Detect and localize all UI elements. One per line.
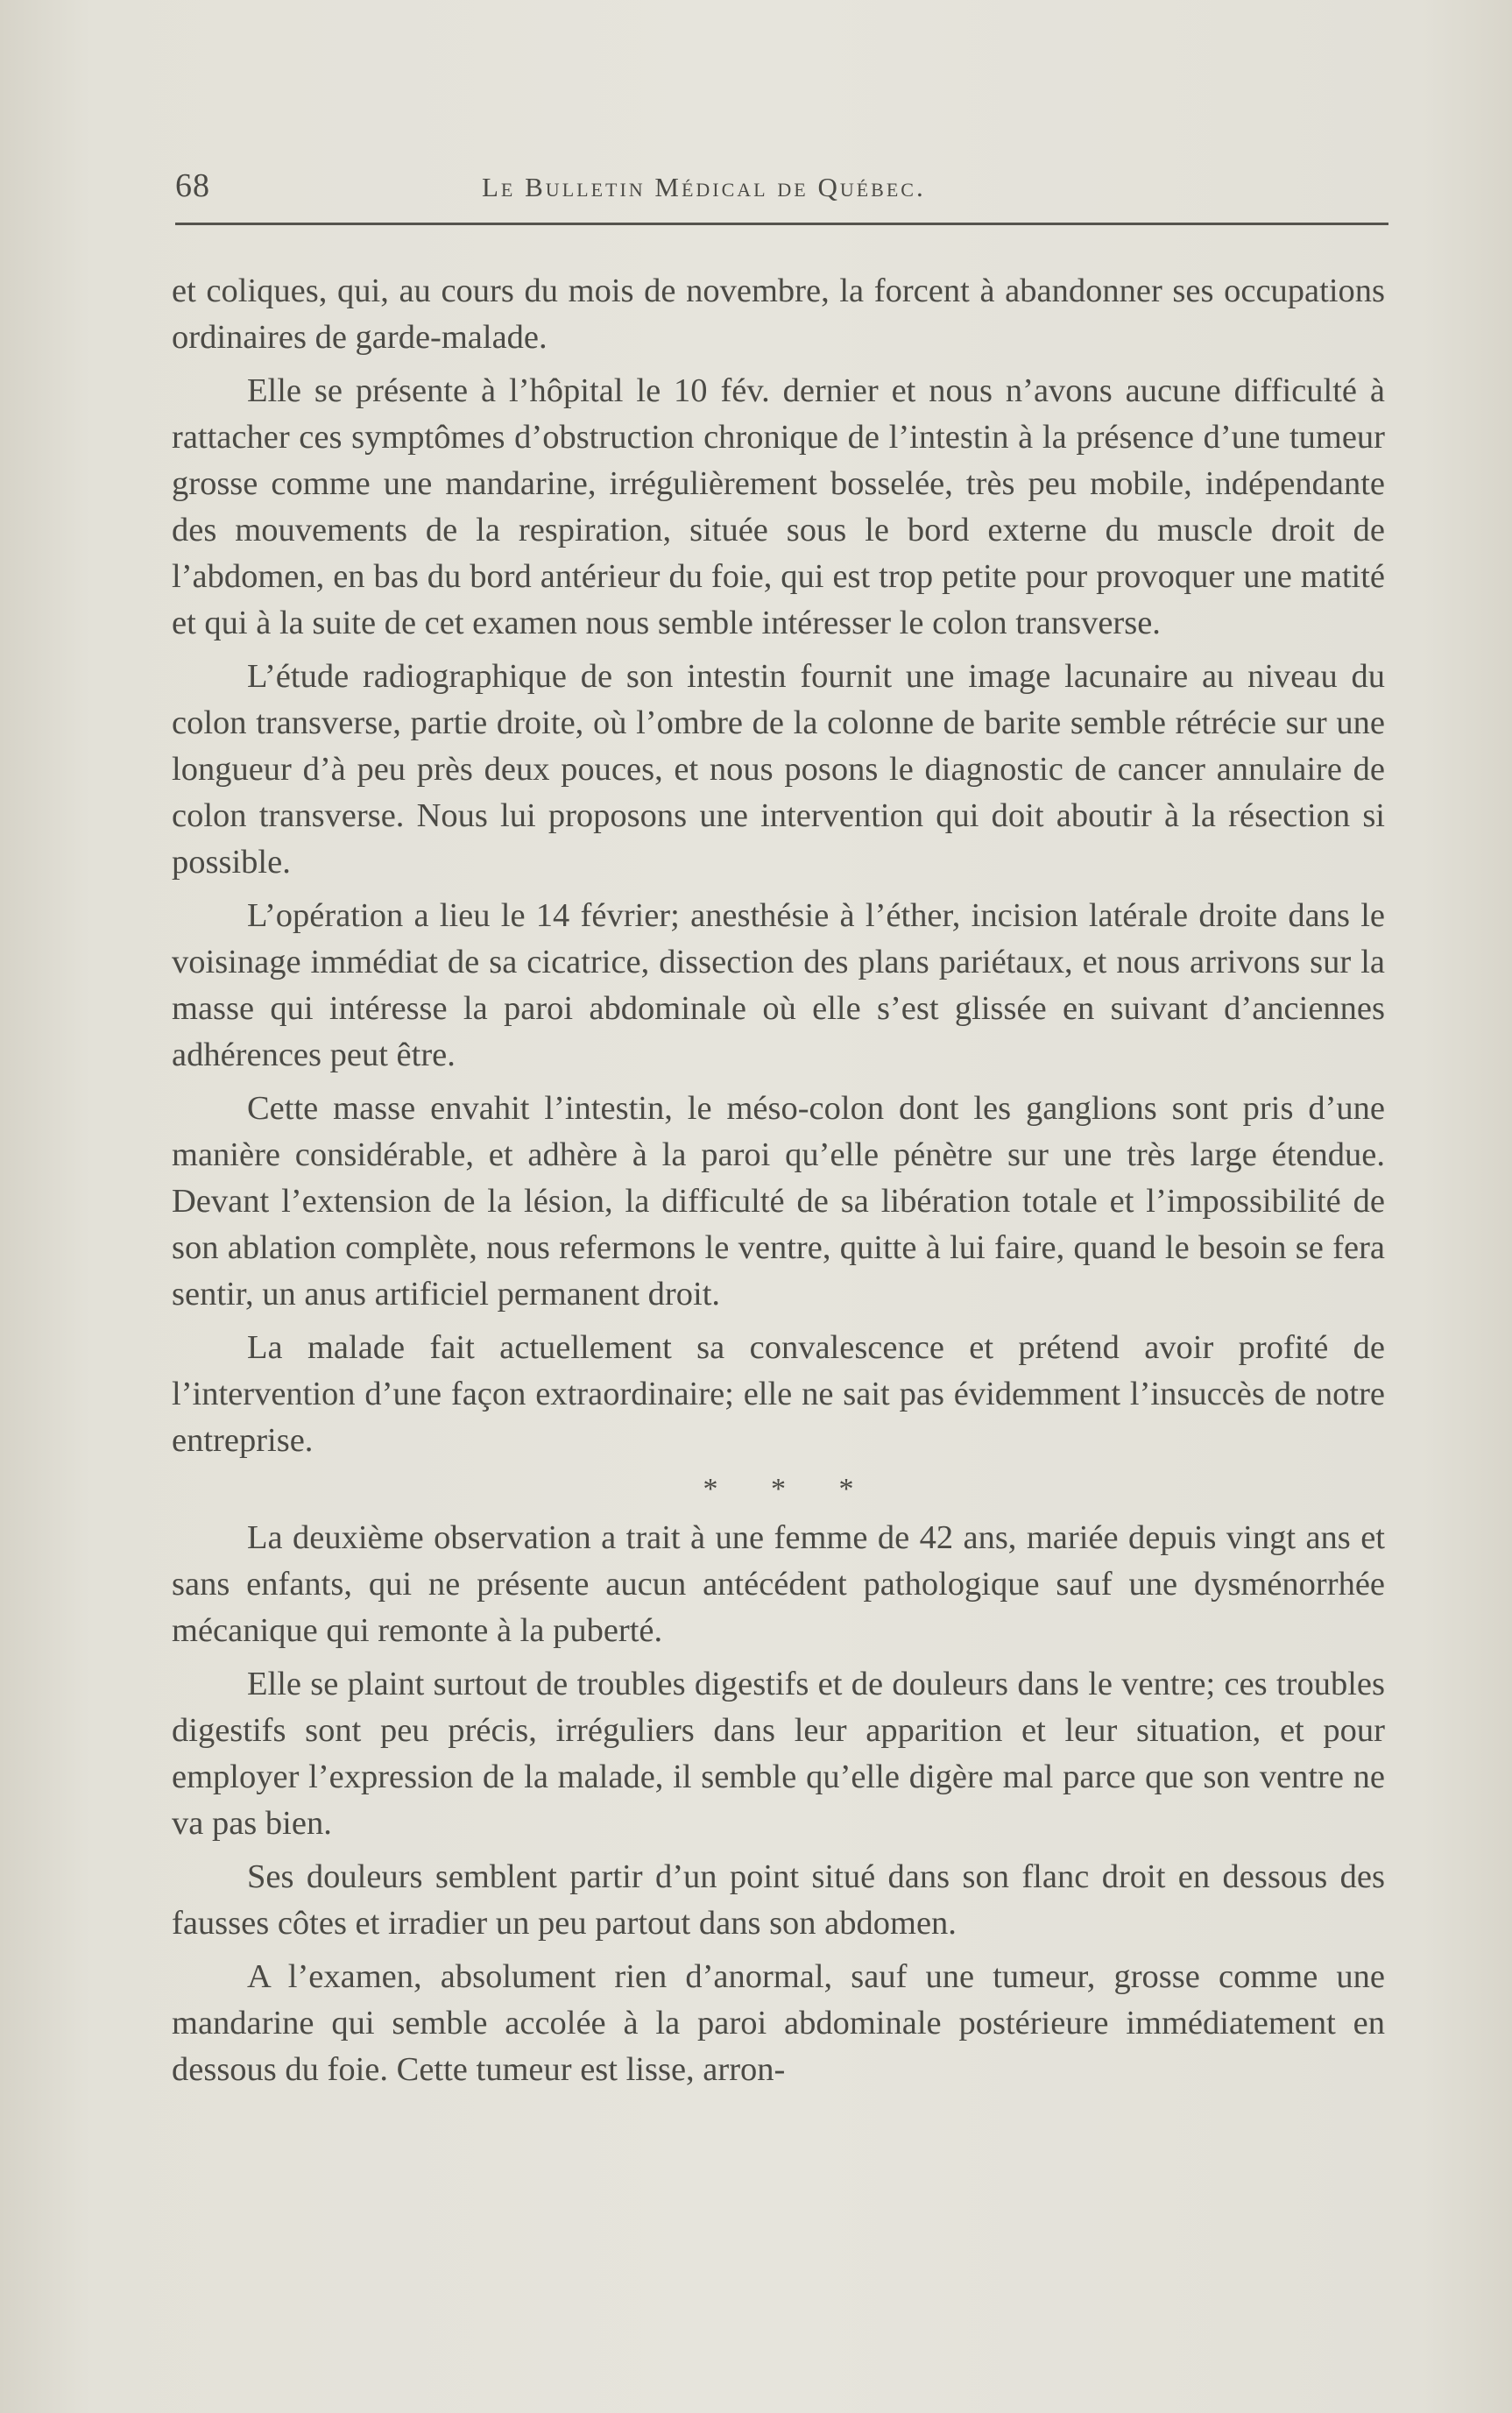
paragraph: Ses douleurs semblent partir d’un point situé dans son flanc droit en dessous des fausses côtes et irradier un peu partout dans son abdomen.	[172, 1858, 1385, 1942]
paragraph: La malade fait actuellement sa convalescence et prétend avoir profité de l’intervention d’une façon extraordinaire; elle ne sait pas évidemment l’insuccès de notre entreprise.	[172, 1329, 1385, 1459]
paragraph: L’étude radiographique de son intestin fournit une image lacunaire au niveau du colon transverse, partie droite, où l’ombre de la colonne de barite semble rétrécie sur une longueur d’à peu près deux pouces, et nous posons le diagnostic de cancer annulaire de colon transverse. Nous lui proposons une intervention qui doit aboutir à la résection si possible.	[172, 658, 1385, 881]
page-header	[175, 166, 1384, 210]
paragraph: Cette masse envahit l’intestin, le méso-colon dont les ganglions sont pris d’une manière considérable, et adhère à la paroi qu’elle pénètre sur une très large étendue. Devant l’extension de la lésion, la difficulté de sa libération totale et l’impossibilité de son ablation complète, nous refermons le ventre, quitte à lui faire, quand le besoin se fera sentir, un anus artificiel permanent droit.	[172, 1090, 1385, 1313]
paragraph: L’opération a lieu le 14 février; anesthésie à l’éther, incision latérale droite dans le voisinage immédiat de sa cicatrice, dissection des plans pariétaux, et nous arrivons sur la masse qui intéresse la paroi abdominale où elle s’est glissée en suivant d’anciennes adhérences peut être.	[172, 897, 1385, 1073]
running-title: Le Bulletin Médical de Québec.	[482, 172, 926, 202]
section-separator: * * *	[703, 1473, 877, 1505]
paragraph: Elle se présente à l’hôpital le 10 fév. dernier et nous n’avons aucune difficulté à rattacher ces symptômes d’obstruction chronique de l’intestin à la présence d’une tumeur grosse comme une mandarine, irrégulièrement bosselée, très peu mobile, indépendante des mouvements de la respiration, située sous le bord externe du muscle droit de l’abdomen, en bas du bord antérieur du foie, qui est trop petite pour provoquer une matité et qui à la suite de cet examen nous semble intéresser le colon transverse.	[172, 372, 1385, 641]
paragraph: La deuxième observation a trait à une femme de 42 ans, mariée depuis vingt ans et sans enfants, qui ne présente aucun antécédent pathologique sauf une dysménorrhée mécanique qui remonte à la puberté.	[172, 1519, 1385, 1649]
paragraph: et coliques, qui, au cours du mois de novembre, la forcent à abandonner ses occupations ordinaires de garde-malade.	[172, 272, 1385, 356]
header-rule	[175, 223, 1388, 225]
paragraph: Elle se plaint surtout de troubles digestifs et de douleurs dans le ventre; ces troubles digestifs sont peu précis, irréguliers dans leur apparition et leur situation, et pour employer l’expression de la malade, il semble qu’elle digère mal parce que son ventre ne va pas bien.	[172, 1666, 1385, 1842]
paragraph: A l’examen, absolument rien d’anormal, sauf une tumeur, grosse comme une mandarine qui semble accolée à la paroi abdominale postérieure immédiatement en dessous du foie. Cette tumeur est lisse, arron-	[172, 1958, 1385, 2088]
page-number: 68	[175, 167, 210, 204]
body-text	[172, 268, 1385, 2100]
